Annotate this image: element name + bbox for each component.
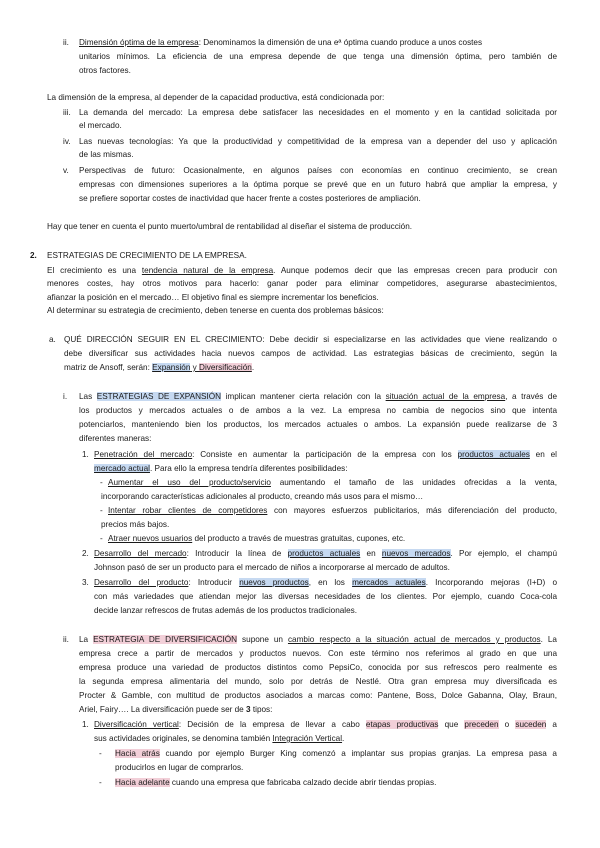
penetracion-sub2: Intentar robar clientes de competidores con mayores esfuerzos publicitarios, más diferenciación del producto, (108, 506, 557, 515)
diversificacion-line1: La ESTRATEGIA DE DIVERSIFICACIÓN supone un cambio respecto a la situación actual de mercados y productos. La (79, 635, 557, 644)
list-marker: 1. (82, 450, 89, 459)
desarrollo-producto-line3: decide lanzar refrescos de frutas además de los productos tradicionales. (94, 606, 358, 615)
optima-line-1: Dimensión óptima de la empresa: Denominamos la dimensión de una eª óptima cuando produce a unos costes (79, 38, 483, 47)
diversificacion-line6: Ariel, Fairy…. La diversificación puede ser de 3 tipos: (79, 705, 273, 714)
dimension-intro: La dimensión de la empresa, al depender de la capacidad productiva, está condicionada por: (47, 93, 385, 102)
optima-line-3: otros factores. (79, 66, 131, 75)
section-number: 2. (30, 251, 37, 260)
penetracion-sub2-cont: precios más bajos. (101, 520, 170, 529)
section2-p1-line3: afianzar la posición en el mercado… El objetivo final es siempre incrementar los beneficios. (47, 293, 379, 302)
dimension-item-demanda-cont: el mercado. (79, 121, 122, 130)
list-marker: ii. (63, 635, 69, 644)
optima-line-2: unitarios mínimos. La eficiencia de una empresa depende de que tenga una dimensión óptima, pero también de (79, 52, 557, 61)
vertical-sub-atras-cont: producirlos en lugar de comprarlos. (115, 763, 244, 772)
vertical-sub-atras: Hacia atrás cuando por ejemplo Burger King comenzó a implantar sus propias granjas. La empresa pasa a (115, 749, 557, 758)
dimension-item-futuro-cont: empresas con dimensiones superiores a la óptima porque se prevé que en un futuro habrá que ampliar la empresa, y (79, 180, 557, 189)
section2-p1-line1: El crecimiento es una tendencia natural de la empresa. Aunque podemos decir que las empresas crecen para producir con (47, 266, 557, 275)
dash-marker: - (100, 478, 103, 487)
diversificacion-line5: Procter & Gamble, con multitud de productos asociados a marcas como: Pantene, Boss, Dolce Gabanna, Olay, Braun, (79, 691, 557, 700)
dimension-item-futuro-cont2: se prefiere soportar costes de inactividad que hacer frente a costes posteriores de ampliación. (79, 194, 421, 203)
penetracion-sub1-cont: incorporando características adicionales al producto, creando más usos para el mismo… (101, 492, 424, 501)
expansion-line3: potenciarlos, manteniendo bien los productos, los mercados actuales o ambos. La expansión puede realizarse de 3 (79, 420, 557, 429)
list-marker: iii. (63, 108, 71, 117)
vertical-sub-adelante: Hacia adelante cuando una empresa que fabricaba calzado decide abrir tiendas propias. (115, 778, 437, 787)
expansion-line1: Las ESTRATEGIAS DE EXPANSIÓN implican mantener cierta relación con la situación actual de la empresa, a través de (79, 392, 558, 401)
penetracion-sub3: Atraer nuevos usuarios del producto a través de muestras gratuitas, cupones, etc. (108, 534, 406, 543)
penetracion-sub1: Aumentar el uso del producto/servicio aumentando el tamaño de las unidades ofrecidas a la venta, (108, 478, 557, 487)
vertical-line1: Diversificación vertical: Decisión de la empresa de llevar a cabo etapas productivas que preceden o suceden a (94, 720, 557, 729)
dash-marker: - (99, 749, 102, 758)
vertical-line2: sus actividades originales, se denomina también Integración Vertical. (94, 734, 345, 743)
dash-marker: - (100, 506, 103, 515)
list-marker: i. (63, 392, 68, 401)
direccion-line3: matriz de Ansoff, serán: Expansión y Diversificación. (64, 363, 255, 372)
dash-marker: - (99, 778, 102, 787)
dimension-item-futuro: Perspectivas de futuro: Ocasionalmente, en algunos países con economías en continuo crecimiento, se crean (79, 166, 557, 175)
penetracion-line1: Penetración del mercado: Consiste en aumentar la participación de la empresa con los productos actuales en el (94, 450, 557, 459)
list-marker: 3. (82, 578, 89, 587)
punto-muerto-note: Hay que tener en cuenta el punto muerto/umbral de rentabilidad al diseñar el sistema de producción. (47, 222, 413, 231)
direccion-line2: debe diversificar sus actividades hacia nuevos campos de actividad. Las estrategias básicas de crecimiento, según la (64, 349, 557, 358)
list-marker: v. (63, 166, 69, 175)
section2-p2: Al determinar su estrategia de crecimiento, deben tenerse en cuenta dos problemas básicos: (47, 306, 384, 315)
desarrollo-producto-line1: Desarrollo del producto: Introducir nuevos productos, en los mercados actuales. Incorporando mejoras (I+D) o (94, 578, 557, 587)
dimension-item-demanda: La demanda del mercado: La empresa debe satisfacer las necesidades en el momento y en la cantidad solicitada por (79, 108, 557, 117)
section2-p1-line2: menores costes, hay otros motivos para hacerlo: ganar poder para eliminar competidores, asegurarse abastecimientos, (47, 279, 557, 288)
expansion-line2: los productos y mercados actuales o de ambos a la vez. La empresa no cambia de negocios sino que intenta (79, 406, 557, 415)
list-marker: iv. (63, 137, 71, 146)
penetracion-line2: mercado actual. Para ello la empresa tendría diferentes posibilidades: (94, 464, 348, 473)
desarrollo-mercado-line1: Desarrollo del mercado: Introducir la línea de productos actuales en nuevos mercados. Por ejemplo, el champú (94, 549, 557, 558)
diversificacion-line4: la segunda empresa alimentaria del mundo, solo por detrás de Nestlé. Otra gran empresa muy diversificada es (79, 677, 557, 686)
desarrollo-mercado-line2: Johnson pasó de ser un producto para el mercado de niños a incorporarse al mercado de adultos. (94, 563, 450, 572)
dash-marker: - (100, 534, 103, 543)
list-marker: ii. (63, 38, 69, 47)
section-title: ESTRATEGIAS DE CRECIMIENTO DE LA EMPRESA. (47, 251, 247, 260)
desarrollo-producto-line2: con más variedades que atiendan mejor las diversas necesidades de los clientes. Por ejemplo, cuando Coca-cola (94, 592, 557, 601)
expansion-line4: diferentes maneras: (79, 434, 152, 443)
list-marker: 2. (82, 549, 89, 558)
diversificacion-line2: empresa crece a partir de mercados y productos nuevos. Con este término nos referimos al grado en que una (79, 649, 557, 658)
dimension-item-tecnologias-cont: de las mismas. (79, 150, 134, 159)
dimension-item-tecnologias: Las nuevas tecnologías: Ya que la productividad y competitividad de la empresa van a depender del uso y aplicación (79, 137, 557, 146)
list-marker: 1. (82, 720, 89, 729)
direccion-line1: QUÉ DIRECCIÓN SEGUIR EN EL CRECIMIENTO: Debe decidir si especializarse en las actividades que viene realizando o (64, 335, 557, 344)
list-marker: a. (49, 335, 56, 344)
diversificacion-line3: empresa produce una variedad de productos distintos como PepsiCo, conocida por sus refrescos pero realmente es (79, 663, 557, 672)
